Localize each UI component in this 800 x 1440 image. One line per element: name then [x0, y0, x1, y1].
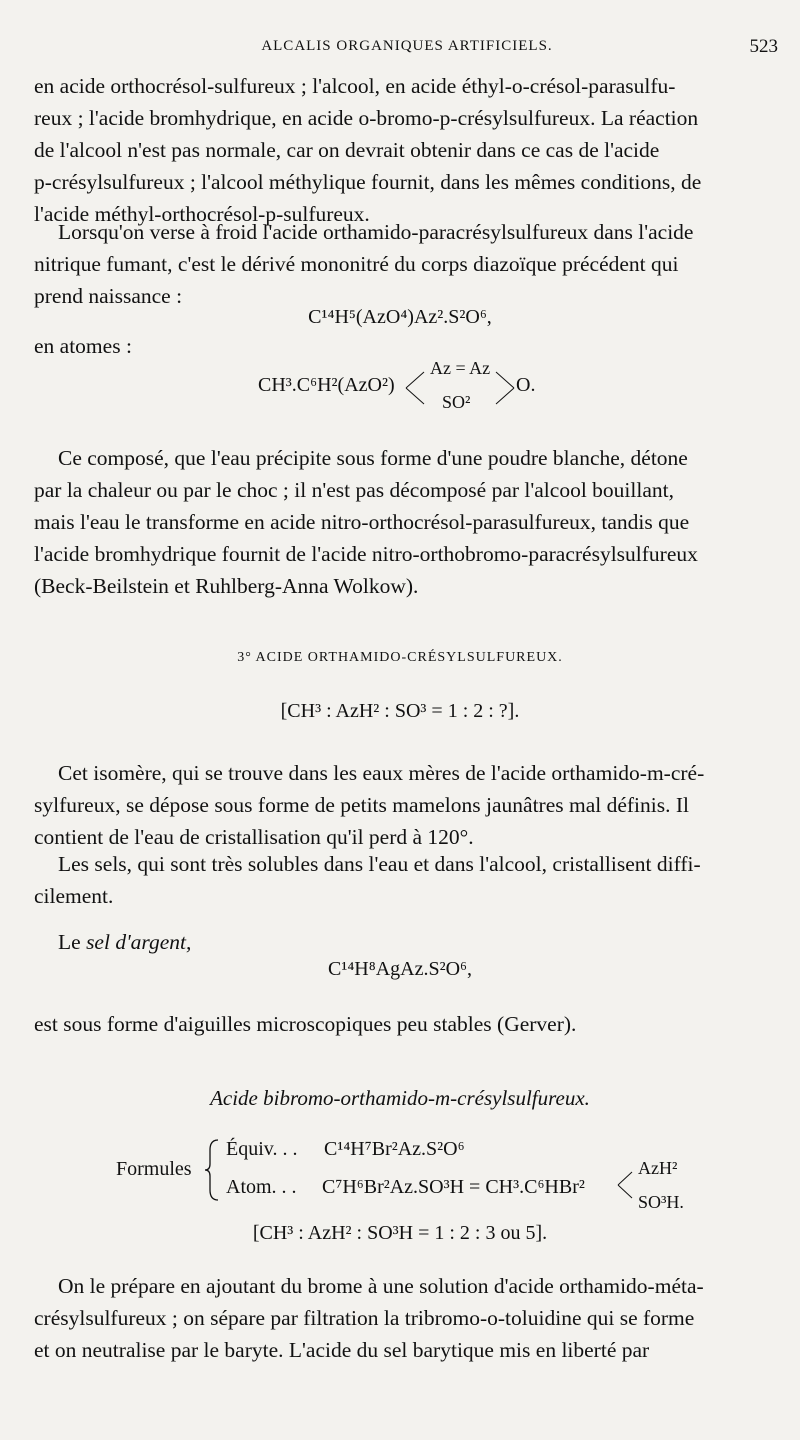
text-line: de l'alcool n'est pas normale, car on devrait obtenir dans ce cas de l'acide	[34, 138, 660, 162]
formula-right: O.	[516, 374, 536, 396]
formula-bottom: SO²	[442, 392, 471, 412]
text-line: On le prépare en ajoutant du brome à une solution d'acide orthamido-méta-	[58, 1274, 704, 1298]
formules-label: Formules	[116, 1158, 192, 1180]
formula-silver-salt: C¹⁴H⁸AgAz.S²O⁶,	[327, 958, 473, 980]
formula-left: CH³.C⁶H²(AzO²)	[258, 374, 395, 396]
atom-formula: C⁷H⁶Br²Az.SO³H = CH³.C⁶HBr²	[322, 1176, 585, 1198]
formula-position: [CH³ : AzH² : SO³ = 1 : 2 : ?].	[280, 700, 520, 722]
curly-brace	[204, 1138, 220, 1202]
equiv-formula: C¹⁴H⁷Br²Az.S²O⁶	[324, 1138, 465, 1160]
text-line: prend naissance :	[34, 284, 183, 308]
formules-block	[116, 1134, 716, 1214]
page-number: 523	[749, 36, 778, 57]
bond-lines-2	[616, 1160, 636, 1210]
formula-position-2: [CH³ : AzH² : SO³H = 1 : 2 : 3 ou 5].	[252, 1222, 548, 1244]
text-line: sylfureux, se dépose sous forme de petits mamelons jaunâtres mal définis. Il	[34, 793, 689, 817]
equiv-label: Équiv. . .	[226, 1138, 298, 1160]
text-line: Cet isomère, qui se trouve dans les eaux mères de l'acide orthamido-m-cré-	[58, 761, 705, 785]
sel-intro: Le	[58, 930, 87, 954]
text-line: Ce composé, que l'eau précipite sous forme d'une poudre blanche, détone	[58, 446, 688, 470]
section-title: 3° ACIDE ORTHAMIDO-CRÉSYLSULFUREUX.	[237, 650, 563, 665]
en-atomes-label: en atomes :	[34, 334, 132, 358]
text-line: nitrique fumant, c'est le dérivé mononitré du corps diazoïque précédent qui	[34, 252, 679, 276]
sel-argent-line	[34, 926, 772, 958]
text-line: mais l'eau le transforme en acide nitro-orthocrésol-parasulfureux, tandis que	[34, 510, 690, 534]
paragraph-6: est sous forme d'aiguilles microscopiques peu stables (Gerver).	[34, 1012, 577, 1036]
paragraph-2	[34, 216, 772, 312]
text-line: l'acide bromhydrique fournit de l'acide nitro-orthobromo-paracrésylsulfureux	[34, 542, 698, 566]
text-line: cilement.	[34, 884, 114, 908]
text-line: en acide orthocrésol-sulfureux ; l'alcool, en acide éthyl-o-crésol-parasulfu-	[34, 74, 676, 98]
text-line: p-crésylsulfureux ; l'alcool méthylique fournit, dans les mêmes conditions, de	[34, 170, 702, 194]
paragraph-1	[34, 70, 772, 230]
sel-italic: sel d'argent,	[86, 930, 192, 954]
text-line: par la chaleur ou par le choc ; il n'est pas décomposé par l'alcool bouillant,	[34, 478, 674, 502]
page-header	[36, 36, 778, 64]
text-line: et on neutralise par le baryte. L'acide du sel barytique mis en liberté par	[34, 1338, 650, 1362]
atom-top: AzH²	[638, 1158, 678, 1178]
running-title: ALCALIS ORGANIQUES ARTIFICIELS.	[261, 38, 553, 54]
atom-label: Atom. . .	[226, 1176, 297, 1198]
text-line: reux ; l'acide bromhydrique, en acide o-bromo-p-crésylsulfureux. La réaction	[34, 106, 699, 130]
paragraph-7	[34, 1270, 772, 1366]
text-line: contient de l'eau de cristallisation qu'il perd à 120°.	[34, 825, 474, 849]
text-line: crésylsulfureux ; on sépare par filtration la tribromo-o-toluidine qui se forme	[34, 1306, 695, 1330]
formula-nitro-diazo: C¹⁴H⁵(AzO⁴)Az².S²O⁶,	[308, 306, 492, 328]
atom-bottom: SO³H.	[638, 1192, 684, 1212]
paragraph-5	[34, 848, 772, 912]
text-line: (Beck-Beilstein et Ruhlberg-Anna Wolkow).	[34, 574, 419, 598]
formula-atomic-diazo	[258, 358, 558, 418]
formula-top: Az = Az	[430, 358, 491, 378]
text-line: l'acide méthyl-orthocrésol-p-sulfureux.	[34, 202, 370, 226]
text-line: Les sels, qui sont très solubles dans l'eau et dans l'alcool, cristallisent diffi-	[58, 852, 701, 876]
compound-subtitle: Acide bibromo-orthamido-m-crésylsulfureux.	[210, 1086, 590, 1110]
paragraph-4	[34, 757, 772, 853]
paragraph-3	[34, 442, 772, 602]
text-line: Lorsqu'on verse à froid l'acide orthamido-paracrésylsulfureux dans l'acide	[58, 220, 694, 244]
